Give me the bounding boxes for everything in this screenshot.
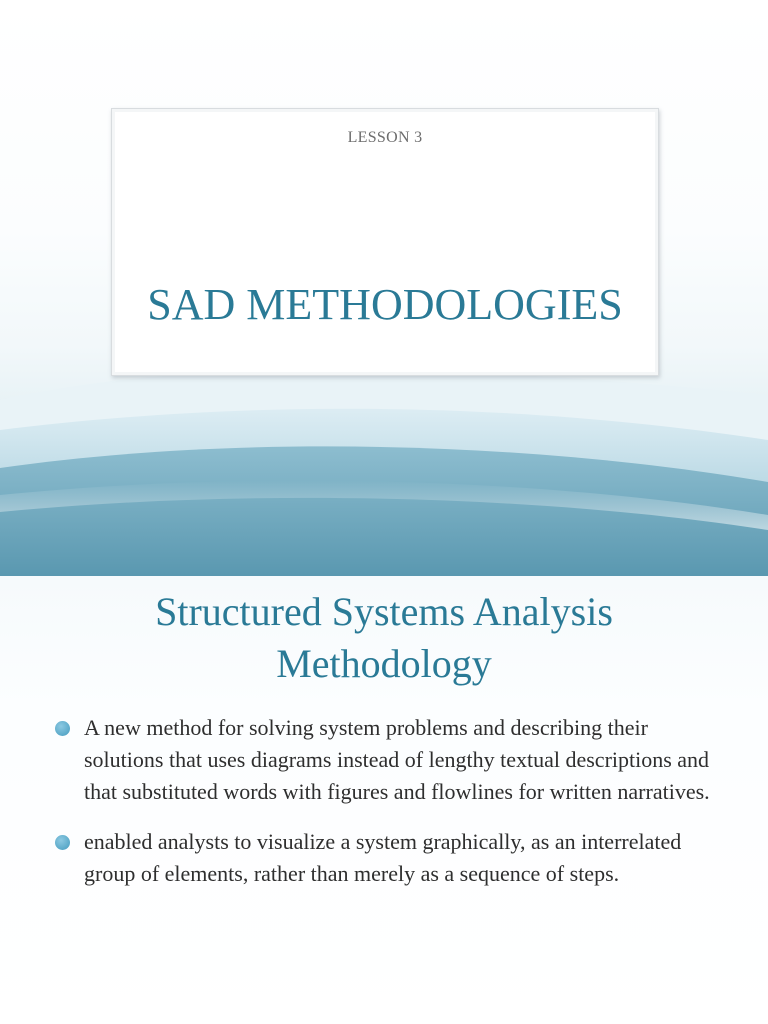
heading-line-1: Structured Systems Analysis xyxy=(155,589,613,634)
bullet-dot-icon xyxy=(55,835,70,850)
main-title: SAD METHODOLOGIES xyxy=(147,280,623,329)
bullet-item xyxy=(0,712,768,808)
content-slide xyxy=(0,576,768,1024)
title-box xyxy=(111,108,659,376)
bullet-text: enabled analysts to visualize a system graphically, as an interrelated group of elements, rather than merely as a sequence of steps. xyxy=(84,829,682,886)
slide-heading xyxy=(0,586,768,690)
heading-line-2: Methodology xyxy=(276,641,492,686)
lesson-label: LESSON 3 xyxy=(347,129,423,146)
bullet-list xyxy=(0,712,768,908)
bullet-item xyxy=(0,826,768,890)
bullet-text: A new method for solving system problems and describing their solutions that uses diagrams instead of lengthy textual descriptions and that substituted words with figures and flowlines for written narratives. xyxy=(84,715,710,804)
bullet-dot-icon xyxy=(55,721,70,736)
